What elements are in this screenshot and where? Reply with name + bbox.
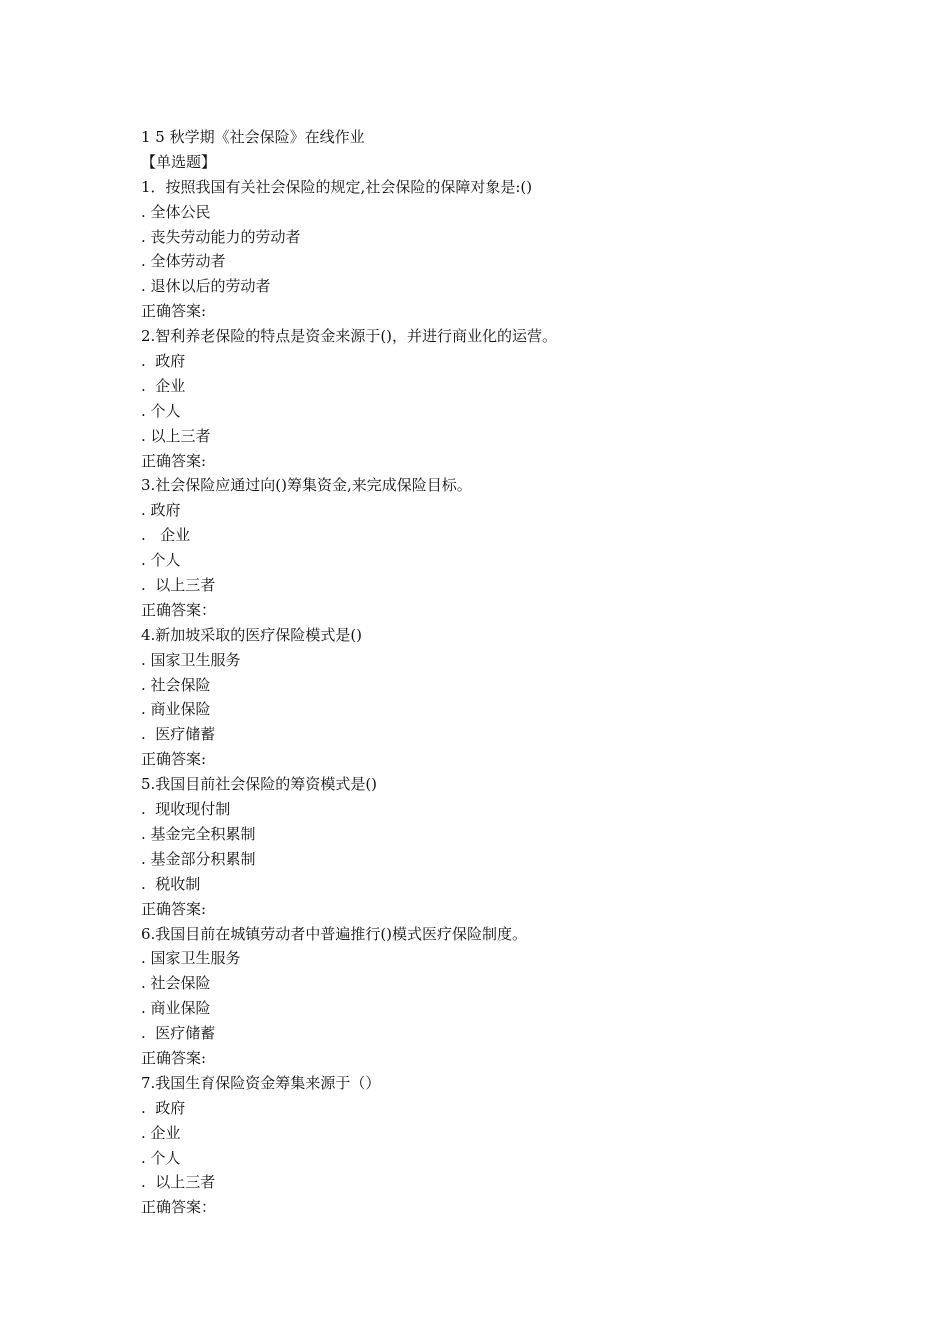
question-stem: 7.我国生育保险资金筹集来源于（）: [141, 1073, 381, 1092]
option-b: . 社会保险: [141, 675, 211, 694]
option-d: . 医疗储蓄: [141, 1024, 216, 1043]
answer-label: 正确答案:: [141, 302, 207, 321]
option-a: . 政府: [141, 352, 186, 371]
question-1: [141, 175, 901, 324]
option-c: . 个人: [141, 551, 181, 570]
question-stem: 6.我国目前在城镇劳动者中普遍推行()模式医疗保险制度。: [141, 924, 528, 943]
answer-label: 正确答案:: [141, 899, 207, 918]
question-5: [141, 772, 901, 921]
option-d: . 税收制: [141, 874, 201, 893]
option-d: . 医疗储蓄: [141, 725, 216, 744]
question-7: [141, 1071, 901, 1220]
option-a: . 政府: [141, 501, 181, 520]
option-a: . 国家卫生服务: [141, 650, 241, 669]
option-b: . 企业: [141, 1123, 181, 1142]
question-stem: 4.新加坡采取的医疗保险模式是(): [141, 625, 363, 644]
question-6: [141, 922, 901, 1071]
option-d: . 以上三者: [141, 426, 211, 445]
option-c: . 基金部分积累制: [141, 849, 256, 868]
option-d: . 以上三者: [141, 576, 216, 595]
option-a: . 政府: [141, 1098, 186, 1117]
option-d: . 退休以后的劳动者: [141, 277, 271, 296]
option-b: . 企业: [141, 376, 186, 395]
question-3: [141, 473, 901, 622]
document-title: 1 5 秋学期《社会保险》在线作业: [141, 128, 365, 146]
question-stem: 3.社会保险应通过向()筹集资金,来完成保险目标。: [141, 476, 472, 495]
question-stem: 2.智利养老保险的特点是资金来源于()，并进行商业化的运营。: [141, 327, 558, 346]
option-c: . 个人: [141, 401, 181, 420]
option-a: . 全体公民: [141, 202, 211, 221]
answer-label: 正确答案:: [141, 1048, 207, 1067]
answer-label: 正确答案：: [141, 600, 217, 619]
option-c: . 个人: [141, 1148, 181, 1167]
section-heading: 【单选题】: [141, 152, 217, 171]
option-a: . 国家卫生服务: [141, 949, 241, 968]
answer-label: 正确答案:: [141, 750, 207, 769]
answer-label: 正确答案:: [141, 451, 207, 470]
answer-label: 正确答案：: [141, 1198, 217, 1217]
option-c: . 商业保险: [141, 999, 211, 1018]
question-2: [141, 324, 901, 473]
option-a: . 现收现付制: [141, 800, 231, 819]
question-stem: 1．按照我国有关社会保险的规定,社会保险的保障对象是:(): [141, 177, 533, 196]
option-c: . 全体劳动者: [141, 252, 226, 271]
option-b: . 基金完全积累制: [141, 824, 256, 843]
option-b: . 丧失劳动能力的劳动者: [141, 227, 301, 246]
option-b: . 社会保险: [141, 974, 211, 993]
option-b: . 企业: [141, 526, 191, 545]
document-page: [141, 125, 901, 1220]
option-c: . 商业保险: [141, 700, 211, 719]
question-stem: 5.我国目前社会保险的筹资模式是(): [141, 775, 378, 794]
question-4: [141, 623, 901, 772]
option-d: . 以上三者: [141, 1173, 216, 1192]
